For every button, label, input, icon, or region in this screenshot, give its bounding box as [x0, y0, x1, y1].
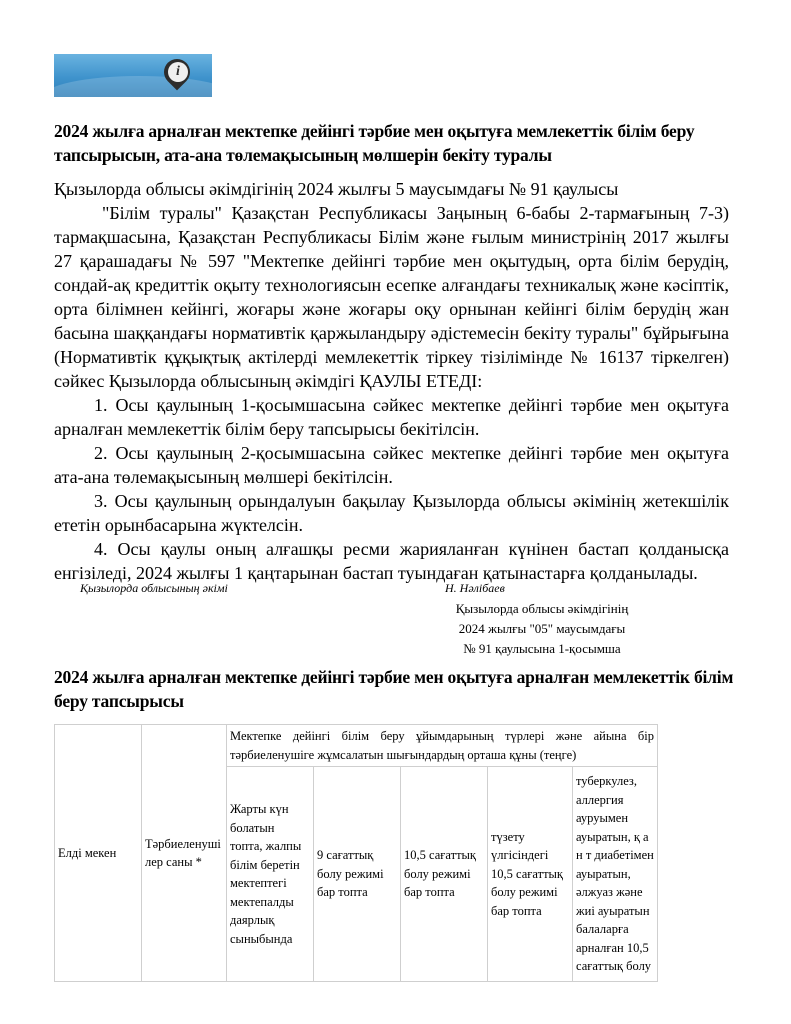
section-title: 2024 жылға арналған мектепке дейінгі тәрбие мен оқытуға арналған мемлекеттік білім беру тапсырысы [54, 667, 734, 711]
document-body [54, 201, 729, 585]
header-10-5h: 10,5 сағаттық болу режимі бар топта [401, 767, 488, 982]
annex-line: № 91 қаулысына 1-қосымша [463, 641, 621, 656]
preamble-paragraph: "Білім туралы" Қазақстан Республикасы Заңының 6-бабы 2-тармағының 7-3) тармақшасына, Қазақстан Республикасы Білім және ғылым министрінің 2017 жылғы 27 қарашадағы № 597 "Мектепке дейінгі тәрбие мен оқытудың, орта білім берудің, сондай-ақ кредиттік оқыту технологиясын есепке алғандағы техникалық және кәсіптік, орта білімнен кейінгі, жоғары және жоғары оқу орнынан кейінгі білім берудің жан басына шаққандағы нормативтік қаржыландыру әдістемесін бекіту туралы" бұйрығына (Нормативтік құқықтық актілерді мемлекеттік тіркеу тізілімінде № 16137 тіркелген) сәйкес Қызылорда облысының әкімдігі ҚАУЛЫ ЕТЕДІ: [54, 203, 729, 391]
decree-reference: Қызылорда облысы әкімдігінің 2024 жылғы 5 маусымдағы № 91 қаулысы [54, 179, 619, 199]
header-group: Мектепке дейінгі білім беру ұйымдарының түрлері және айына бір тәрбиеленушіге жұмсалатын шығындардың орташа құны (теңге) [227, 725, 658, 767]
decree-item-2: 2. Осы қаулының 2-қосымшасына сәйкес мектепке дейінгі тәрбие мен оқытуға ата-ана төлемақысының мөлшері бекітілсін. [54, 443, 729, 487]
site-logo[interactable] [54, 54, 212, 97]
header-special: туберкулез, аллергия ауруымен ауыратын, қ а н т диабетімен ауыратын, әлжуаз және жиі ауыратын балаларға арналған 10,5 сағаттық болу [573, 767, 658, 982]
header-locality: Елді мекен [55, 725, 142, 982]
header-9h: 9 сағаттық болу режимі бар топта [314, 767, 401, 982]
decree-item-1: 1. Осы қаулының 1-қосымшасына сәйкес мектепке дейінгі тәрбие мен оқытуға арналған мемлекеттік білім беру тапсырысы бекітілсін. [54, 395, 729, 439]
info-icon: i [168, 62, 188, 82]
decree-item-3: 3. Осы қаулының орындалуын бақылау Қызылорда облысы әкімінің жетекшілік ететін орынбасарына жүктелсін. [54, 491, 729, 535]
signature-position: Қызылорда облысының әкімі [80, 581, 228, 595]
annex-note [412, 599, 672, 659]
logo-wave [54, 76, 212, 97]
annex-line: 2024 жылғы "05" маусымдағы [458, 621, 626, 636]
document-title: 2024 жылға арналған мектепке дейінгі тәрбие мен оқытуға мемлекеттік білім беру тапсырысын, ата-ана төлемақысының мөлшерін бекіту туралы [54, 121, 695, 165]
decree-item-4: 4. Осы қаулы оның алғашқы ресми жарияланған күнінен бастап қолданысқа енгізіледі, 2024 жылғы 1 қаңтарынан бастап туындаған қатынастарға қолданылады. [54, 539, 729, 583]
header-pupils: Тәрбиеленуші лер саны * [142, 725, 227, 982]
annex-line: Қызылорда облысы әкімдігінің [455, 601, 629, 616]
header-half-day: Жарты күн болатын топта, жалпы білім беретін мектептегі мектепалды даярлық сыныбында [227, 767, 314, 982]
state-order-table [54, 724, 658, 982]
header-correction: түзету үлгісіндегі 10,5 сағаттық болу режимі бар топта [488, 767, 573, 982]
signature-name: Н. Нәлібаев [445, 581, 505, 595]
